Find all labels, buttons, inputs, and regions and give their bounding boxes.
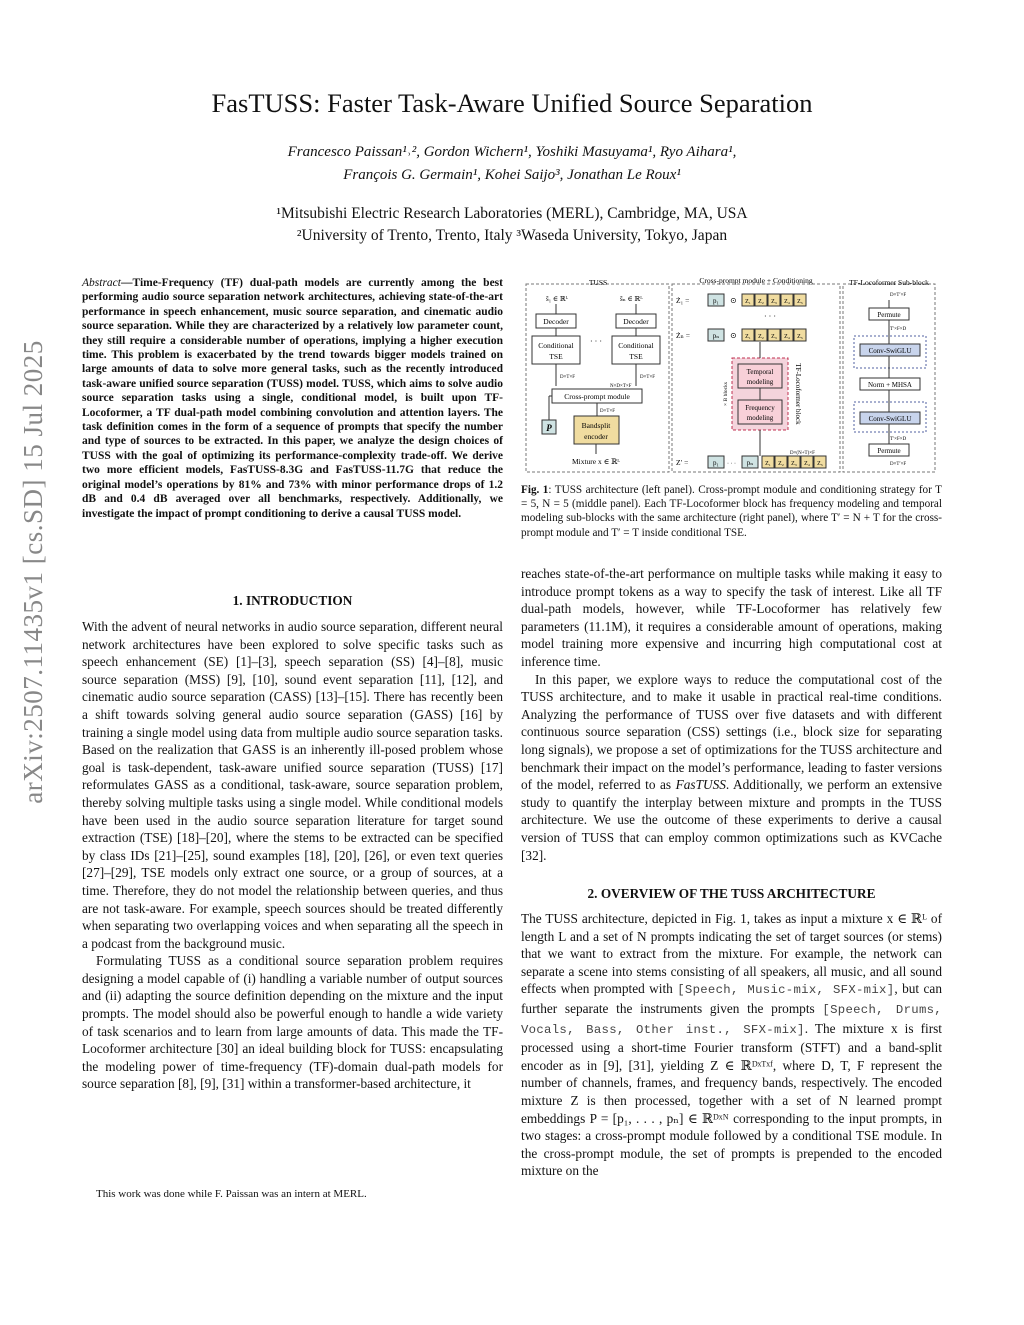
- z-token-label: Z₃: [771, 334, 777, 340]
- z-token-label: Z₁: [745, 299, 751, 305]
- s2-text-3: . The mixture x is first processed using a short-time Fourier transform (STFT) and a band-split encoder as in [9], [31], yielding Z ∈ ℝᴰˣᵀˣᶠ, where D, T, F represent the number of channels, frames, and frequency bands, respectively. The encoded mixture Z is then processed, together with a set of N learned prompt embeddings P = [p₁, . . . , pₙ] ∈ ℝᴰˣᴺ corresponding to the input prompts, in two stages: a cross-prompt module followed by a conditional TSE module. In the cross-prompt module, the set of prompts is prepended to the encoded mixture on the: [521, 1020, 942, 1179]
- bandsplit-label-b: encoder: [584, 432, 608, 441]
- conv-swiglu-label-top: Conv-SwiGLU: [868, 347, 912, 355]
- z-token-label: Z₄: [784, 299, 790, 305]
- prompt-P-label: P: [546, 423, 552, 433]
- s1-label: ŝ₁ ∈ ℝᴸ: [546, 295, 569, 303]
- z-token-row-n: [742, 329, 806, 341]
- z-token-label: Z₁: [765, 461, 771, 467]
- s2-text-1: The TUSS architecture, depicted in Fig. 1, takes as input a mixture x ∈ ℝᴸ of length L and a set of N prompts indicating the set of target sources (or stems) that we want to extract from the mixture. For example, the network can separate a scene into stems consisting of all speakers, all music, and all sound effects when prompted with: [521, 911, 942, 997]
- p1-label: p₁: [713, 297, 719, 305]
- right-p2-part-a: In this paper, we explore ways to reduce the computational cost of the TUSS architecture, and to make it usable in practical real-time conditions. Analyzing the performance of TUSS over five datasets and with different continuous source separation (CSS) settings (i.e., block size for separating long signals), we propose a set of optimizations for the TUSS architecture and benchmark their impact on the model’s performance, leading to faster versions of the model, referred to as: [521, 671, 942, 793]
- right-paragraph-1: reaches state-of-the-art performance on multiple tasks while making it easy to introduce prompt tokens as a way to specify the task of interest. Like all TF dual-path models, however, while TF-Locoformer has relatively few parameters (11.1M), it requires a considerable amount of operations, making model training more expensive and incurring high computational cost at inference time.: [521, 566, 942, 669]
- p1-label-bottom: p₁: [713, 459, 719, 467]
- conv-swiglu-label-bottom: Conv-SwiGLU: [868, 415, 912, 423]
- arxiv-identifier: arXiv:2507.11435v1 [cs.SD] 15 Jul 2025: [18, 340, 48, 804]
- dims-ndtf: N×D×T×F: [610, 384, 632, 389]
- pdots: · · ·: [727, 461, 736, 467]
- dims-dtf-3: D×T×F: [600, 409, 616, 414]
- z-token-label: Z₁: [745, 334, 751, 340]
- figure-1: [524, 274, 938, 474]
- cond-tse-label-nb: TSE: [629, 352, 643, 361]
- dims-dnt: D×(N+T)×F: [790, 451, 815, 456]
- blocks-label: × B blocks: [723, 382, 729, 406]
- permute-label-top: Permute: [877, 311, 901, 319]
- decoder-label-n: Decoder: [623, 317, 649, 326]
- dots-tuss: · · ·: [590, 337, 602, 346]
- dims-tpfd-bottom: T′×F×D: [890, 437, 907, 442]
- pN-label-bottom: pₙ: [746, 459, 754, 467]
- abstract-text: —Time-Frequency (TF) dual-path models are currently among the best performing audio source separation network architectures, achieving state-of-the-art performance in speech enhancement, music source separation, and cinematic audio source separation. While they are characterized by a relatively low parameter count, they still require a considerable number of operations, implying a higher execution time. This problem is exacerbated by the trend towards bigger models trained on large amounts of data to solve more general tasks, such as the recently introduced task-aware unified source separation (TUSS) model. TUSS, which aims to solve audio source separation tasks using a single, conditional model, is built upon TF-Locoformer, a TF dual-path model combining convolution and attention layers. The task definition comes in the form of a sequence of prompts that specify the number and type of sources to be extracted. In this paper, we analyze the design choices of TUSS with the goal of optimizing its performance-complexity trade-off. We derive two more efficient models, FasTUSS-8.3G and FasTUSS-11.7G that reduce the original model’s operations by 81% and 73% with minor performance drops of 1.2 dB and 0.4 dB averaged over all benchmarks, respectively. Additionally, we investigate the impact of prompt conditioning to derive a causal TUSS model.: [82, 277, 503, 520]
- tf-block-label: TF-Locoformer block: [794, 363, 802, 425]
- z-token-label: Z₃: [771, 299, 777, 305]
- section-2-heading: 2. OVERVIEW OF THE TUSS ARCHITECTURE: [587, 886, 876, 901]
- cond-tse-label-1b: TSE: [549, 352, 563, 361]
- permute-label-bottom: Permute: [877, 447, 901, 455]
- right-paragraph-2: [521, 671, 942, 865]
- z-token-label: Z₃: [791, 461, 797, 467]
- dims-dtf-2: D×T×F: [640, 375, 656, 380]
- abstract-label: Abstract: [82, 277, 121, 289]
- prompt-list-1: [Speech, Music-mix, SFX-mix]: [677, 983, 895, 998]
- footnote: This work was done while F. Paissan was an intern at MERL.: [96, 1188, 367, 1200]
- section-2-paragraph: [521, 910, 942, 1180]
- z-token-label: Z₂: [778, 461, 784, 467]
- zprime-label: Z′ =: [676, 458, 689, 467]
- fastuss-emphasis: FasTUSS: [675, 777, 726, 793]
- z-token-label: Z₄: [804, 461, 810, 467]
- dots-middle: · · ·: [764, 312, 776, 321]
- z-token-label: Z₅: [797, 334, 803, 340]
- right-p2-part-b: . Additionally, we perform an extensive study to quantify the interplay between mixture and prompts in the TUSS architecture. We use the outcome of these experiments to derive a causal version of TUSS that can employ common optimizations such as KVCache [32].: [521, 777, 943, 863]
- tfloco-panel-label: TF-Locoformer Sub-block: [849, 278, 929, 287]
- temporal-label-b: modeling: [746, 378, 774, 386]
- dims-dtpf-bottom: D×T′×F: [890, 462, 907, 467]
- z-token-label: Z₂: [758, 299, 764, 305]
- z-token-label: Z₄: [784, 334, 790, 340]
- temporal-label-a: Temporal: [746, 368, 774, 376]
- prompt-list-2: [Speech, Drums, Vocals, Bass, Other inst., SFX-mix]: [521, 1002, 942, 1037]
- section-2-body: [521, 910, 942, 1180]
- z-token-label: Z₅: [797, 299, 803, 305]
- intro-body: [82, 618, 503, 1093]
- dims-dtpf-top: D×T′×F: [890, 293, 907, 298]
- z-token-row-1: [742, 294, 806, 306]
- bandsplit-label-a: Bandsplit: [581, 421, 611, 430]
- paper-title: FasTUSS: Faster Task-Aware Unified Source Separation: [211, 88, 813, 118]
- odot-1: ⊙: [730, 296, 737, 305]
- tuss-panel-label: TUSS: [588, 278, 608, 287]
- affiliation-1: ¹Mitsubishi Electric Research Laboratories (MERL), Cambridge, MA, USA: [276, 205, 748, 222]
- figure-caption: [521, 483, 942, 540]
- dims-dtf-1: D×T×F: [560, 375, 576, 380]
- right-column-body: [521, 565, 942, 864]
- z-token-label: Z₂: [758, 334, 764, 340]
- intro-paragraph-1: With the advent of neural networks in audio source separation, different neural network architectures have been explored to solve specific tasks such as speech enhancement (SE) [1]–[3], speech separation (SS) [4]–[8], music source separation (MSS) [9], [10], sound event separation [11], [12], and cinematic audio source separation (CASS) [13]–[15]. There has recently been a shift towards solving general audio source separation (GASS) [16] by training a single model using data from multiple audio source separation tasks. Based on the realization that GASS is an inherently ill-posed problem whose goal is task-dependent, task-aware unified source separation (TUSS) [17] reformulates GASS as a conditional, task-aware, source separation problem, thereby solving multiple tasks using a single model. While conditional models have been used in the audio source separation literature for target sound extraction (TSE) [18]–[20], where the stems to be extracted can be specified by class IDs [21]–[25], sound examples [18], [20], [26], or even text queries [27]–[29], TSE models only extract one source, or a group of sources, at a time. Therefore, they do not model the relationship between queries, and thus are not task-aware. For example, speech sources should be treated differently when separating two overlapping voices and when separating all the speech in a podcast from the background music.: [82, 619, 503, 951]
- frequency-label-a: Frequency: [745, 404, 775, 412]
- norm-mhsa-label: Norm + MHSA: [867, 381, 913, 389]
- decoder-label-1: Decoder: [543, 317, 569, 326]
- z-token-row-bottom: [762, 456, 826, 468]
- mixture-label: Mixture x ∈ ℝᴸ: [571, 457, 621, 466]
- cross-panel-label: Cross-prompt module + Conditioning: [699, 276, 813, 285]
- cond-tse-label-1a: Conditional: [538, 341, 574, 350]
- figure-caption-text: : TUSS architecture (left panel). Cross-prompt module and conditioning strategy for T = 5, N = 5 (middle panel). Each TF-Locoformer block has frequency modeling and temporal modeling sub-blocks with the same architecture (right panel), where T′ = N + T for the cross-prompt module and T′ = T inside conditional TSE.: [521, 484, 942, 539]
- figure-caption-label: Fig. 1: [521, 484, 549, 496]
- abstract: [82, 276, 503, 521]
- authors-line-2: François G. Germain¹, Kohei Saijo³, Jonathan Le Roux¹: [343, 167, 681, 183]
- z-token-label: Z₅: [817, 461, 823, 467]
- odot-n: ⊙: [730, 331, 737, 340]
- intro-paragraph-2: Formulating TUSS as a conditional source separation problem requires designing a model capable of (i) handling a variable number of output sources and (ii) adapting the source definition depending on the mixture and the input prompts. The model should also be powerful enough to handle a wide variety of task scenarios and to learn from large amounts of data. This made the TF-Locoformer architecture [30] an ideal building block for TUSS: encapsulating the modeling power of time-frequency (TF)-domain dual-path models for source separation [8], [9], [31] within a transformer-based architecture, it: [82, 953, 503, 1092]
- sN-label: ŝₙ ∈ ℝᴸ: [620, 295, 643, 303]
- zN-label: Żₙ =: [676, 331, 690, 340]
- z1-label: Ż₁ =: [676, 296, 690, 305]
- dims-tpfd-top: T′×F×D: [890, 327, 907, 332]
- section-1-heading: 1. INTRODUCTION: [232, 593, 353, 608]
- pN-label: pₙ: [712, 332, 720, 340]
- affiliation-2: ²University of Trento, Trento, Italy ³Waseda University, Tokyo, Japan: [296, 227, 728, 244]
- cond-tse-label-na: Conditional: [618, 341, 654, 350]
- frequency-label-b: modeling: [746, 414, 774, 422]
- authors-line-1: Francesco Paissan¹˒², Gordon Wichern¹, Yoshiki Masuyama¹, Ryo Aihara¹,: [287, 144, 737, 160]
- s2-text-2: , but can further separate the instruments given the prompts: [521, 981, 942, 1016]
- cross-prompt-label: Cross-prompt module: [564, 392, 630, 401]
